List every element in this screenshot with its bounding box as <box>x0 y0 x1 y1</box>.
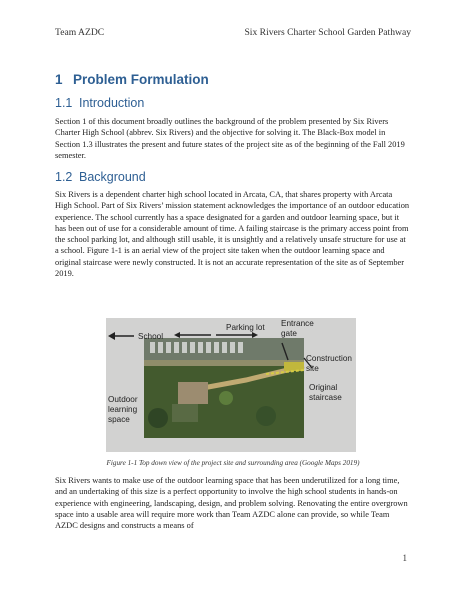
section-1-2-number: 1.2 <box>55 170 73 184</box>
section-1-1-heading <box>55 96 144 110</box>
label-construction-line-1: Construction <box>306 354 352 363</box>
background-paragraph-2: Six Rivers wants to make use of the outdoor learning space that has been underutilized for a long time, and an undertaking of this size is a perfect opportunity to involve the high school students in hands-on experience with engineering, landscaping, design, and problem solving. Renovating the entire overgrown space into a usable area will require more work than Team AZDC alone can provide, so while Team AZDC designs and constructs a means of <box>55 476 408 531</box>
page-number: 1 <box>402 553 407 563</box>
background-paragraph-1: Six Rivers is a dependent charter high school located in Arcata, CA, that shares property with Arcata High School. Part of Six Rivers’ mission statement acknowledges the importance of an outdoor education experience. The school currently has a space designated for a garden and outdoor learning space, but it has been out of use for a considerable amount of time. A failing staircase is the primary access point from the school parking lot, and although still usable, it is unsightly and a relatively unsafe structure for use at a school. Figure 1-1 is an aerial view of the project site taken when the outdoor learning space and original staircase were newly constructed. It is not an accurate representation of the site as of September 2019. <box>55 190 410 279</box>
label-construction-line-2: site <box>306 364 319 373</box>
label-outdoor-line-1: Outdoor <box>108 395 138 404</box>
figure-caption: Figure 1-1 Top down view of the project site and surrounding area (Google Maps 2019) <box>106 459 360 467</box>
aerial-figure-graphic <box>106 318 356 452</box>
label-original-line-1: Original <box>309 383 338 392</box>
section-1-heading <box>55 72 209 87</box>
header-left: Team AZDC <box>55 27 105 38</box>
label-original-line-2: staircase <box>309 393 342 402</box>
header-right: Six Rivers Charter School Garden Pathway <box>244 27 411 38</box>
label-entrance-line-1: Entrance <box>281 319 314 328</box>
label-school: School <box>138 332 164 341</box>
label-entrance-line-2: gate <box>281 329 297 338</box>
aerial-figure <box>106 318 356 452</box>
section-1-1-title: Introduction <box>79 96 145 110</box>
label-outdoor-line-2: learning <box>108 405 138 414</box>
section-1-1-number: 1.1 <box>55 96 73 110</box>
section-1-2-heading <box>55 170 146 184</box>
label-parking-lot: Parking lot <box>226 323 265 332</box>
label-outdoor-line-3: space <box>108 415 130 424</box>
section-1-title: Problem Formulation <box>73 72 209 87</box>
section-1-number: 1 <box>55 72 63 87</box>
introduction-paragraph: Section 1 of this document broadly outlines the background of the problem presented by Six Rivers Charter High School (abbrev. Six Rivers) and the objective for solving it. The Black-Box model in Section 1.3 illustrates the present and future states of the project site as of the beginning of the Fall 2019 semester. <box>55 117 405 160</box>
section-1-2-title: Background <box>79 170 146 184</box>
aerial-photo <box>144 338 304 438</box>
